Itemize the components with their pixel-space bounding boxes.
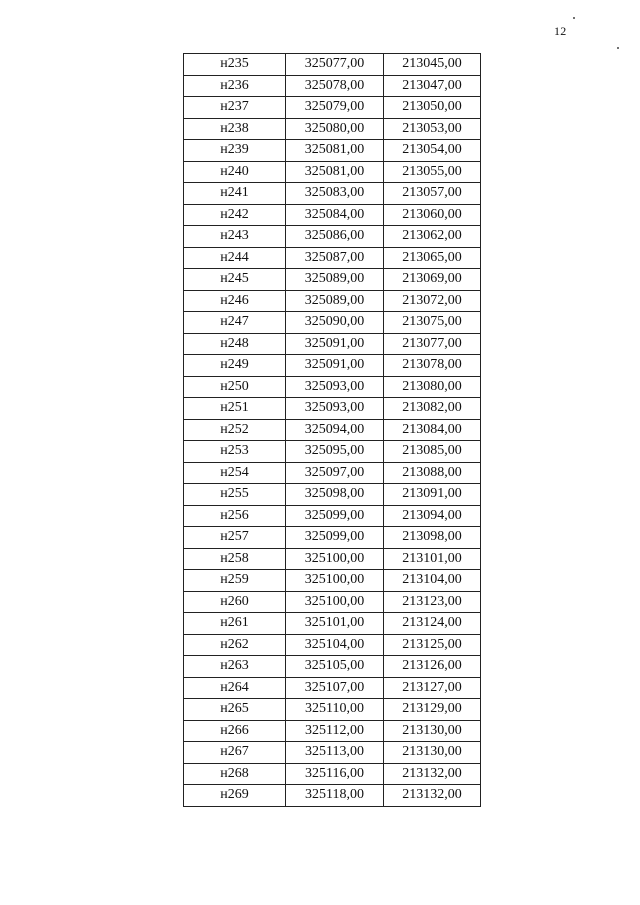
y-coordinate-cell: 213055,00 [384, 161, 481, 183]
table-row [184, 419, 481, 441]
y-coordinate-cell: 213127,00 [384, 677, 481, 699]
point-id-cell: н252 [184, 419, 286, 441]
table-row [184, 312, 481, 334]
x-coordinate-cell: 325081,00 [286, 140, 384, 162]
y-coordinate-cell: 213101,00 [384, 548, 481, 570]
table-row [184, 269, 481, 291]
x-coordinate-cell: 325113,00 [286, 742, 384, 764]
y-coordinate-cell: 213069,00 [384, 269, 481, 291]
point-id-cell: н240 [184, 161, 286, 183]
table-row [184, 376, 481, 398]
point-id-cell: н269 [184, 785, 286, 807]
y-coordinate-cell: 213094,00 [384, 505, 481, 527]
point-id-cell: н242 [184, 204, 286, 226]
coordinates-table-body [184, 54, 481, 807]
table-row [184, 398, 481, 420]
y-coordinate-cell: 213047,00 [384, 75, 481, 97]
y-coordinate-cell: 213084,00 [384, 419, 481, 441]
y-coordinate-cell: 213060,00 [384, 204, 481, 226]
table-row [184, 677, 481, 699]
table-row [184, 161, 481, 183]
table-row [184, 97, 481, 119]
point-id-cell: н257 [184, 527, 286, 549]
x-coordinate-cell: 325093,00 [286, 398, 384, 420]
point-id-cell: н241 [184, 183, 286, 205]
point-id-cell: н244 [184, 247, 286, 269]
table-row [184, 247, 481, 269]
x-coordinate-cell: 325099,00 [286, 505, 384, 527]
point-id-cell: н250 [184, 376, 286, 398]
x-coordinate-cell: 325112,00 [286, 720, 384, 742]
point-id-cell: н268 [184, 763, 286, 785]
x-coordinate-cell: 325089,00 [286, 290, 384, 312]
y-coordinate-cell: 213098,00 [384, 527, 481, 549]
y-coordinate-cell: 213053,00 [384, 118, 481, 140]
point-id-cell: н264 [184, 677, 286, 699]
y-coordinate-cell: 213077,00 [384, 333, 481, 355]
table-row [184, 656, 481, 678]
point-id-cell: н253 [184, 441, 286, 463]
x-coordinate-cell: 325093,00 [286, 376, 384, 398]
table-row [184, 140, 481, 162]
y-coordinate-cell: 213091,00 [384, 484, 481, 506]
x-coordinate-cell: 325090,00 [286, 312, 384, 334]
table-row [184, 183, 481, 205]
y-coordinate-cell: 213050,00 [384, 97, 481, 119]
x-coordinate-cell: 325094,00 [286, 419, 384, 441]
x-coordinate-cell: 325077,00 [286, 54, 384, 76]
x-coordinate-cell: 325097,00 [286, 462, 384, 484]
point-id-cell: н236 [184, 75, 286, 97]
point-id-cell: н260 [184, 591, 286, 613]
table-row [184, 484, 481, 506]
x-coordinate-cell: 325081,00 [286, 161, 384, 183]
table-row [184, 355, 481, 377]
table-row [184, 742, 481, 764]
table-row [184, 505, 481, 527]
point-id-cell: н267 [184, 742, 286, 764]
y-coordinate-cell: 213085,00 [384, 441, 481, 463]
point-id-cell: н255 [184, 484, 286, 506]
table-row [184, 204, 481, 226]
point-id-cell: н262 [184, 634, 286, 656]
y-coordinate-cell: 213125,00 [384, 634, 481, 656]
point-id-cell: н254 [184, 462, 286, 484]
y-coordinate-cell: 213130,00 [384, 720, 481, 742]
x-coordinate-cell: 325116,00 [286, 763, 384, 785]
x-coordinate-cell: 325098,00 [286, 484, 384, 506]
x-coordinate-cell: 325118,00 [286, 785, 384, 807]
point-id-cell: н251 [184, 398, 286, 420]
point-id-cell: н263 [184, 656, 286, 678]
point-id-cell: н247 [184, 312, 286, 334]
table-row [184, 548, 481, 570]
x-coordinate-cell: 325083,00 [286, 183, 384, 205]
y-coordinate-cell: 213072,00 [384, 290, 481, 312]
page-number: 12 [554, 24, 567, 38]
point-id-cell: н265 [184, 699, 286, 721]
scan-mark [617, 47, 619, 49]
y-coordinate-cell: 213132,00 [384, 763, 481, 785]
y-coordinate-cell: 213126,00 [384, 656, 481, 678]
x-coordinate-cell: 325087,00 [286, 247, 384, 269]
x-coordinate-cell: 325105,00 [286, 656, 384, 678]
y-coordinate-cell: 213054,00 [384, 140, 481, 162]
x-coordinate-cell: 325095,00 [286, 441, 384, 463]
table-row [184, 118, 481, 140]
table-row [184, 226, 481, 248]
table-row [184, 75, 481, 97]
x-coordinate-cell: 325078,00 [286, 75, 384, 97]
x-coordinate-cell: 325104,00 [286, 634, 384, 656]
table-row [184, 527, 481, 549]
table-row [184, 591, 481, 613]
y-coordinate-cell: 213082,00 [384, 398, 481, 420]
coordinates-table [183, 53, 481, 807]
x-coordinate-cell: 325100,00 [286, 570, 384, 592]
y-coordinate-cell: 213057,00 [384, 183, 481, 205]
y-coordinate-cell: 213088,00 [384, 462, 481, 484]
table-row [184, 763, 481, 785]
table-row [184, 54, 481, 76]
x-coordinate-cell: 325091,00 [286, 355, 384, 377]
y-coordinate-cell: 213065,00 [384, 247, 481, 269]
x-coordinate-cell: 325079,00 [286, 97, 384, 119]
table-row [184, 634, 481, 656]
x-coordinate-cell: 325089,00 [286, 269, 384, 291]
point-id-cell: н239 [184, 140, 286, 162]
y-coordinate-cell: 213130,00 [384, 742, 481, 764]
table-row [184, 699, 481, 721]
table-row [184, 462, 481, 484]
y-coordinate-cell: 213132,00 [384, 785, 481, 807]
table-row [184, 570, 481, 592]
y-coordinate-cell: 213080,00 [384, 376, 481, 398]
point-id-cell: н243 [184, 226, 286, 248]
y-coordinate-cell: 213129,00 [384, 699, 481, 721]
point-id-cell: н245 [184, 269, 286, 291]
point-id-cell: н249 [184, 355, 286, 377]
point-id-cell: н246 [184, 290, 286, 312]
y-coordinate-cell: 213104,00 [384, 570, 481, 592]
point-id-cell: н259 [184, 570, 286, 592]
x-coordinate-cell: 325100,00 [286, 591, 384, 613]
x-coordinate-cell: 325100,00 [286, 548, 384, 570]
x-coordinate-cell: 325080,00 [286, 118, 384, 140]
table-row [184, 441, 481, 463]
x-coordinate-cell: 325091,00 [286, 333, 384, 355]
point-id-cell: н235 [184, 54, 286, 76]
y-coordinate-cell: 213062,00 [384, 226, 481, 248]
scan-mark [573, 17, 575, 19]
table-row [184, 720, 481, 742]
point-id-cell: н266 [184, 720, 286, 742]
x-coordinate-cell: 325086,00 [286, 226, 384, 248]
point-id-cell: н238 [184, 118, 286, 140]
x-coordinate-cell: 325107,00 [286, 677, 384, 699]
y-coordinate-cell: 213078,00 [384, 355, 481, 377]
table-row [184, 333, 481, 355]
point-id-cell: н261 [184, 613, 286, 635]
y-coordinate-cell: 213123,00 [384, 591, 481, 613]
point-id-cell: н248 [184, 333, 286, 355]
y-coordinate-cell: 213045,00 [384, 54, 481, 76]
y-coordinate-cell: 213124,00 [384, 613, 481, 635]
x-coordinate-cell: 325101,00 [286, 613, 384, 635]
x-coordinate-cell: 325084,00 [286, 204, 384, 226]
point-id-cell: н256 [184, 505, 286, 527]
table-row [184, 785, 481, 807]
point-id-cell: н258 [184, 548, 286, 570]
x-coordinate-cell: 325110,00 [286, 699, 384, 721]
y-coordinate-cell: 213075,00 [384, 312, 481, 334]
x-coordinate-cell: 325099,00 [286, 527, 384, 549]
point-id-cell: н237 [184, 97, 286, 119]
table-row [184, 290, 481, 312]
table-row [184, 613, 481, 635]
